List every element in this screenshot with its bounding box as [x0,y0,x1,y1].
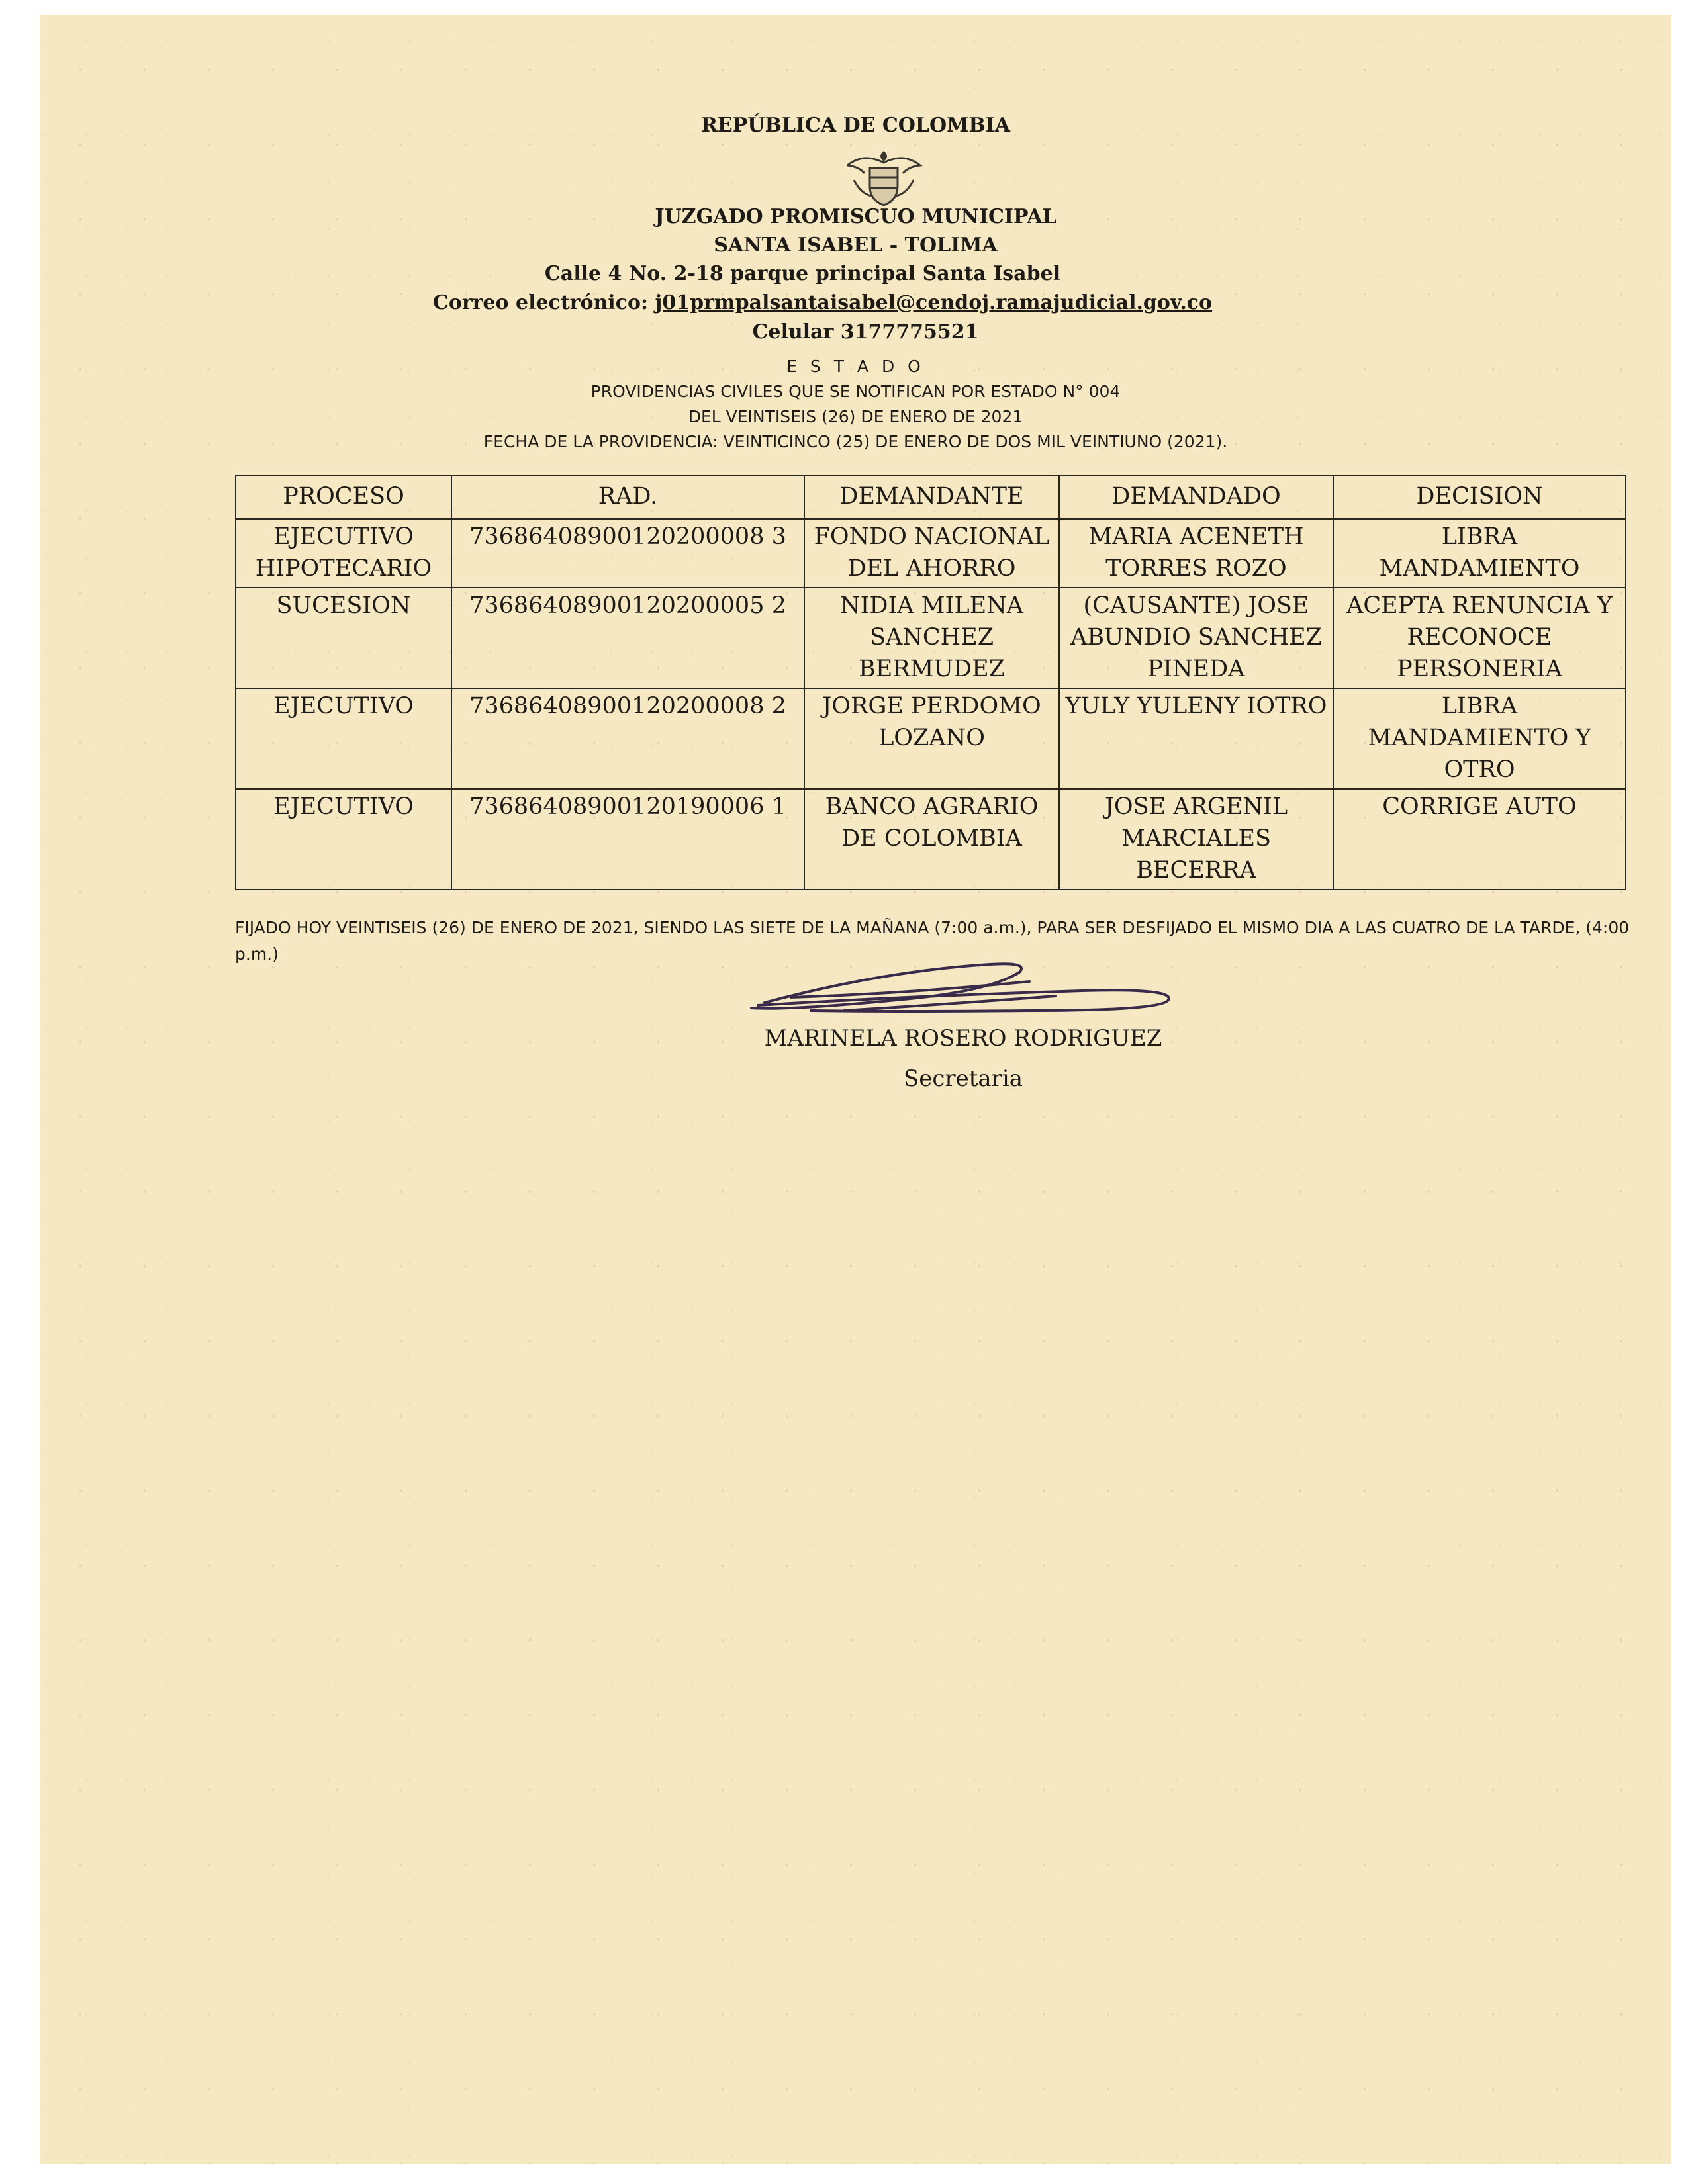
country-heading: REPÚBLICA DE COLOMBIA [700,114,1011,137]
cell-demandado: JOSE ARGENIL MARCIALES BECERRA [1059,789,1333,889]
email-label: Correo electrónico: [432,291,655,314]
providence-date: FECHA DE LA PROVIDENCIA: VEINTICINCO (25) DE ENERO DE DOS MIL VEINTIUNO (2021). [483,432,1228,451]
cell-proceso: EJECUTIVO HIPOTECARIO [236,519,451,588]
cell-demandado: (CAUSANTE) JOSE ABUNDIO SANCHEZ PINEDA [1059,588,1333,688]
email-link[interactable]: j01prmpalsantaisabel@cendoj.ramajudicial.gov.co [655,291,1213,314]
cell-rad: 73686408900120200008 3 [451,519,804,588]
notice-date: DEL VEINTISEIS (26) DE ENERO DE 2021 [688,407,1023,426]
cell-demandante: NIDIA MILENA SANCHEZ BERMUDEZ [804,588,1059,688]
posting-note: FIJADO HOY VEINTISEIS (26) DE ENERO DE 2021, SIENDO LAS SIETE DE LA MAÑANA (7:00 a.m.), PARA SER DESFIJADO EL MISMO DIA A LAS CUATRO DE LA TARDE, (4:00 p.m.) [235,918,1630,964]
signature-block [712,944,1215,1057]
cell-proceso: SUCESION [236,588,451,688]
signer-name: MARINELA ROSERO RODRIGUEZ [764,1025,1162,1052]
table-row [236,789,1626,889]
cell-demandante: JORGE PERDOMO LOZANO [804,688,1059,789]
email-line [40,291,1671,314]
document-page [40,15,1671,2164]
cell-demandante: FONDO NACIONAL DEL AHORRO [804,519,1059,588]
column-header-demandado: DEMANDADO [1059,475,1333,519]
court-address: Calle 4 No. 2-18 parque principal Santa Isabel [544,262,1061,285]
cell-demandante: BANCO AGRARIO DE COLOMBIA [804,789,1059,889]
cell-rad: 73686408900120200005 2 [451,588,804,688]
cell-proceso: EJECUTIVO [236,789,451,889]
notice-title: PROVIDENCIAS CIVILES QUE SE NOTIFICAN POR ESTADO N° 004 [590,382,1121,401]
cell-demandado: YULY YULENY IOTRO [1059,688,1333,789]
signer-role: Secretaria [903,1066,1023,1092]
cell-rad: 73686408900120190006 1 [451,789,804,889]
table-row [236,688,1626,789]
cell-rad: 73686408900120200008 2 [451,688,804,789]
table-header-row [236,475,1626,519]
column-header-decision: DECISION [1333,475,1626,519]
estado-table [235,475,1626,890]
court-name: JUZGADO PROMISCUO MUNICIPAL [655,205,1056,228]
table-row [236,519,1626,588]
cell-decision: LIBRA MANDAMIENTO [1333,519,1626,588]
phone-number: Celular 3177775521 [752,320,979,343]
column-header-demandante: DEMANDANTE [804,475,1059,519]
estado-label: E S T A D O [786,357,925,376]
cell-decision: ACEPTA RENUNCIA Y RECONOCE PERSONERIA [1333,588,1626,688]
table-row [236,588,1626,688]
column-header-proceso: PROCESO [236,475,451,519]
column-header-rad: RAD. [451,475,804,519]
cell-decision: CORRIGE AUTO [1333,789,1626,889]
cell-demandado: MARIA ACENETH TORRES ROZO [1059,519,1333,588]
cell-proceso: EJECUTIVO [236,688,451,789]
handwritten-signature-icon [712,944,1215,1024]
court-city: SANTA ISABEL - TOLIMA [714,234,998,257]
coat-of-arms-icon [834,147,933,208]
cell-decision: LIBRA MANDAMIENTO Y OTRO [1333,688,1626,789]
